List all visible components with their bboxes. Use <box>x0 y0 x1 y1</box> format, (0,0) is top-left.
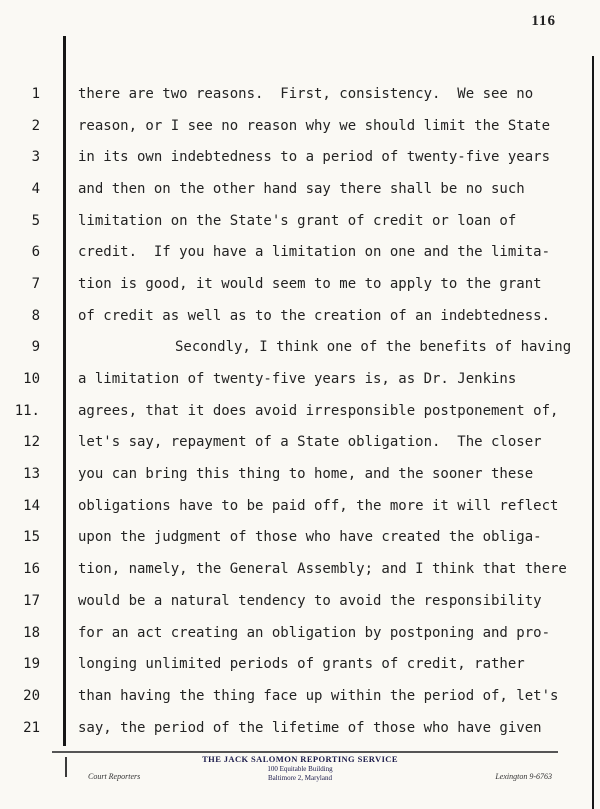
line-number: 14 <box>23 497 40 514</box>
line-text: tion is good, it would seem to me to apply to the grant <box>78 275 542 292</box>
line-text: longing unlimited periods of grants of credit, rather <box>78 656 525 673</box>
transcript-line <box>0 205 600 237</box>
transcript-line <box>0 363 600 395</box>
line-text: in its own indebtedness to a period of twenty-five years <box>78 149 551 166</box>
line-text: of credit as well as to the creation of an indebtedness. <box>78 307 551 324</box>
line-text: for an act creating an obligation by postponing and pro- <box>78 624 551 641</box>
transcript-line <box>0 585 600 617</box>
transcript-line <box>0 78 600 110</box>
footer-court-reporters: Court Reporters <box>88 772 141 781</box>
line-number: 11. <box>14 402 40 419</box>
footer-address-line1: 100 Equitable Building <box>267 764 333 773</box>
transcript-line <box>0 141 600 173</box>
transcript-line <box>0 712 600 744</box>
line-text: and then on the other hand say there shall be no such <box>78 180 525 197</box>
line-text: upon the judgment of those who have created the obliga- <box>78 529 542 546</box>
line-number: 21 <box>23 719 40 736</box>
line-text: than having the thing face up within the period of, let's <box>78 687 559 704</box>
line-number: 1 <box>31 85 40 102</box>
transcript-line <box>0 236 600 268</box>
transcript-line <box>0 522 600 554</box>
line-text: reason, or I see no reason why we should limit the State <box>78 117 551 134</box>
transcript-line <box>0 395 600 427</box>
line-number: 13 <box>23 466 40 483</box>
transcript-line <box>0 648 600 680</box>
transcript-line <box>0 332 600 364</box>
line-number: 3 <box>31 149 40 166</box>
line-text: limitation on the State's grant of credit or loan of <box>78 212 517 229</box>
footer-rule <box>52 751 558 753</box>
transcript-line <box>0 268 600 300</box>
line-text: you can bring this thing to home, and the sooner these <box>78 466 534 483</box>
line-text: there are two reasons. First, consistency. We see no <box>78 85 534 102</box>
line-number: 9 <box>31 339 40 356</box>
page-number: 116 <box>531 13 556 29</box>
footer-address-line2: Baltimore 2, Maryland <box>268 774 332 782</box>
footer-service-name: THE JACK SALOMON REPORTING SERVICE <box>202 754 398 764</box>
line-text: obligations have to be paid off, the more it will reflect <box>78 497 559 514</box>
line-number: 8 <box>31 307 40 324</box>
transcript-line <box>0 617 600 649</box>
line-number: 5 <box>31 212 40 229</box>
line-text: say, the period of the lifetime of those who have given <box>78 719 542 736</box>
transcript-line <box>0 300 600 332</box>
line-number: 4 <box>31 180 40 197</box>
line-number: 12 <box>23 434 40 451</box>
line-number: 17 <box>23 592 40 609</box>
line-text: a limitation of twenty-five years is, as Dr. Jenkins <box>78 371 517 388</box>
transcript-lines <box>0 78 600 743</box>
transcript-line <box>0 110 600 142</box>
line-number: 2 <box>31 117 40 134</box>
line-text: Secondly, I think one of the benefits of having <box>175 339 572 356</box>
line-text: agrees, that it does avoid irresponsible postponement of, <box>78 402 559 419</box>
line-number: 16 <box>23 561 40 578</box>
transcript-line <box>0 173 600 205</box>
line-number: 19 <box>23 656 40 673</box>
line-text: credit. If you have a limitation on one and the limita- <box>78 244 551 261</box>
line-number: 7 <box>31 275 40 292</box>
line-number: 10 <box>23 371 40 388</box>
line-text: let's say, repayment of a State obligation. The closer <box>78 434 542 451</box>
transcript-line <box>0 427 600 459</box>
line-text: would be a natural tendency to avoid the responsibility <box>78 592 542 609</box>
transcript-line <box>0 458 600 490</box>
line-text: tion, namely, the General Assembly; and I think that there <box>78 561 567 578</box>
transcript-line <box>0 490 600 522</box>
transcript-line <box>0 553 600 585</box>
footer-phone: Lexington 9-6763 <box>495 772 552 781</box>
line-number: 20 <box>23 687 40 704</box>
line-number: 18 <box>23 624 40 641</box>
line-number: 6 <box>31 244 40 261</box>
line-number: 15 <box>23 529 40 546</box>
transcript-line <box>0 680 600 712</box>
